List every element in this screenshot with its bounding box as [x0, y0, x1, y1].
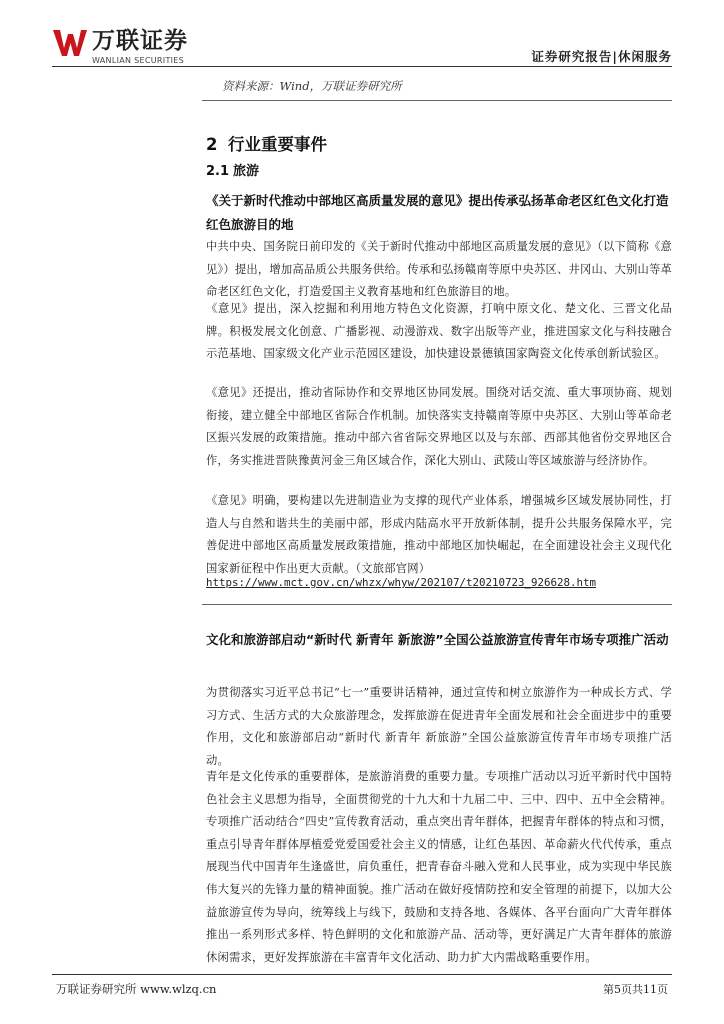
- footer-divider: [52, 974, 672, 975]
- page-header: [0, 0, 724, 72]
- source-note: 资料来源：Wind，万联证券研究所: [222, 79, 402, 93]
- subsection-number: 2.1: [206, 164, 230, 179]
- event2-paragraph-2: 青年是文化传承的重要群体，是旅游消费的重要力量。专项推广活动以习近平新时代中国特色社会主义思想为指导，全面贯彻党的十九大和十九届二中、三中、四中、五中全会精神。专项推广活动结合“四史”宣传教育活动，重点突出青年群体，把握青年群体的特点和习惯，重点引导青年群体厚植爱党爱国爱社会主义的情感，让红色基因、革命薪火代代传承，重点展现当代中国青年生逢盛世，肩负重任，把青春奋斗融入党和人民事业，成为实现中华民族伟大复兴的先锋力量的精神面貌。推广活动在做好疫情防控和安全管理的前提下，以加大公益旅游宣传为导向，统筹线上与线下，鼓励和支持各地、各媒体、各平台面向广大青年群体推出一系列形式多样、特色鲜明的文化和旅游产品、活动等，更好满足广大青年群体的旅游休闲需求，更好发挥旅游在丰富青年文化活动、助力扩大内需战略重要作用。: [206, 770, 672, 964]
- event1-paragraph-1: 中共中央、国务院日前印发的《关于新时代推动中部地区高质量发展的意见》（以下简称《意见》）提出，增加高品质公共服务供给。传承和弘扬赣南等原中央苏区、井冈山、大别山等革命老区红色文化，打造爱国主义教育基地和红色旅游目的地。: [206, 240, 672, 299]
- event-title-2: 文化和旅游部启动“新时代 新青年 新旅游”全国公益旅游宣传青年市场专项推广活动: [206, 632, 669, 647]
- event1-paragraph-4: 《意见》明确，要构建以先进制造业为支撑的现代产业体系，增强城乡区域发展协同性，打造人与自然和谐共生的美丽中部，形成内陆高水平开放新体制，提升公共服务保障水平，完善促进中部地区高质量发展政策措施，推动中部地区加快崛起，在全面建设社会主义现代化国家新征程中作出更大贡献。（文旅部官网）: [206, 494, 672, 575]
- report-type: 证券研究报告|休闲服务: [531, 49, 672, 64]
- page-number: 第5页共11页: [603, 983, 668, 996]
- source-divider: [202, 100, 672, 101]
- event1-paragraph-3: 《意见》还提出，推动省际协作和交界地区协同发展。围绕对话交流、重大事项协商、规划衔接，建立健全中部地区省际合作机制。加快落实支持赣南等原中央苏区、大别山等革命老区振兴发展的政策措施。推动中部六省省际交界地区以及与东部、西部其他省份交界地区合作，务实推进晋陕豫黄河金三角区域合作，深化大别山、武陵山等区域旅游与经济协作。: [206, 386, 672, 467]
- logo-cn-text: 万联证券: [92, 28, 188, 54]
- section-divider: [202, 604, 672, 605]
- event1-paragraph-2: 《意见》提出，深入挖掘和利用地方特色文化资源，打响中原文化、楚文化、三晋文化品牌。积极发展文化创意、广播影视、动漫游戏、数字出版等产业，推进国家文化与科技融合示范基地、国家级文化产业示范园区建设，加快建设景德镇国家陶瓷文化传承创新试验区。: [206, 302, 672, 361]
- source-link[interactable]: https://www.mct.gov.cn/whzx/whyw/202107/t20210723_926628.htm: [206, 576, 597, 589]
- section-heading: [206, 131, 327, 155]
- event2-paragraph-1: 为贯彻落实习近平总书记“七一”重要讲话精神，通过宣传和树立旅游作为一种成长方式、学习方式、生活方式的大众旅游理念，发挥旅游在促进青年全面发展和社会全面进步中的重要作用，文化和旅游部启动“新时代 新青年 新旅游”全国公益旅游宣传青年市场专项推广活动。: [206, 686, 672, 767]
- section-title: 行业重要事件: [228, 135, 327, 154]
- section-number: 2: [206, 135, 218, 154]
- subsection-heading: [206, 160, 259, 179]
- header-divider: [52, 66, 672, 67]
- subsection-title: 旅游: [233, 164, 260, 179]
- event-title-1: 《关于新时代推动中部地区高质量发展的意见》提出传承弘扬革命老区红色文化打造红色旅游目的地: [206, 193, 669, 232]
- footer-source: 万联证券研究所 www.wlzq.cn: [56, 982, 217, 996]
- logo-en-text: WANLIAN SECURITIES: [92, 56, 185, 65]
- wanlian-logo-icon: [52, 28, 88, 58]
